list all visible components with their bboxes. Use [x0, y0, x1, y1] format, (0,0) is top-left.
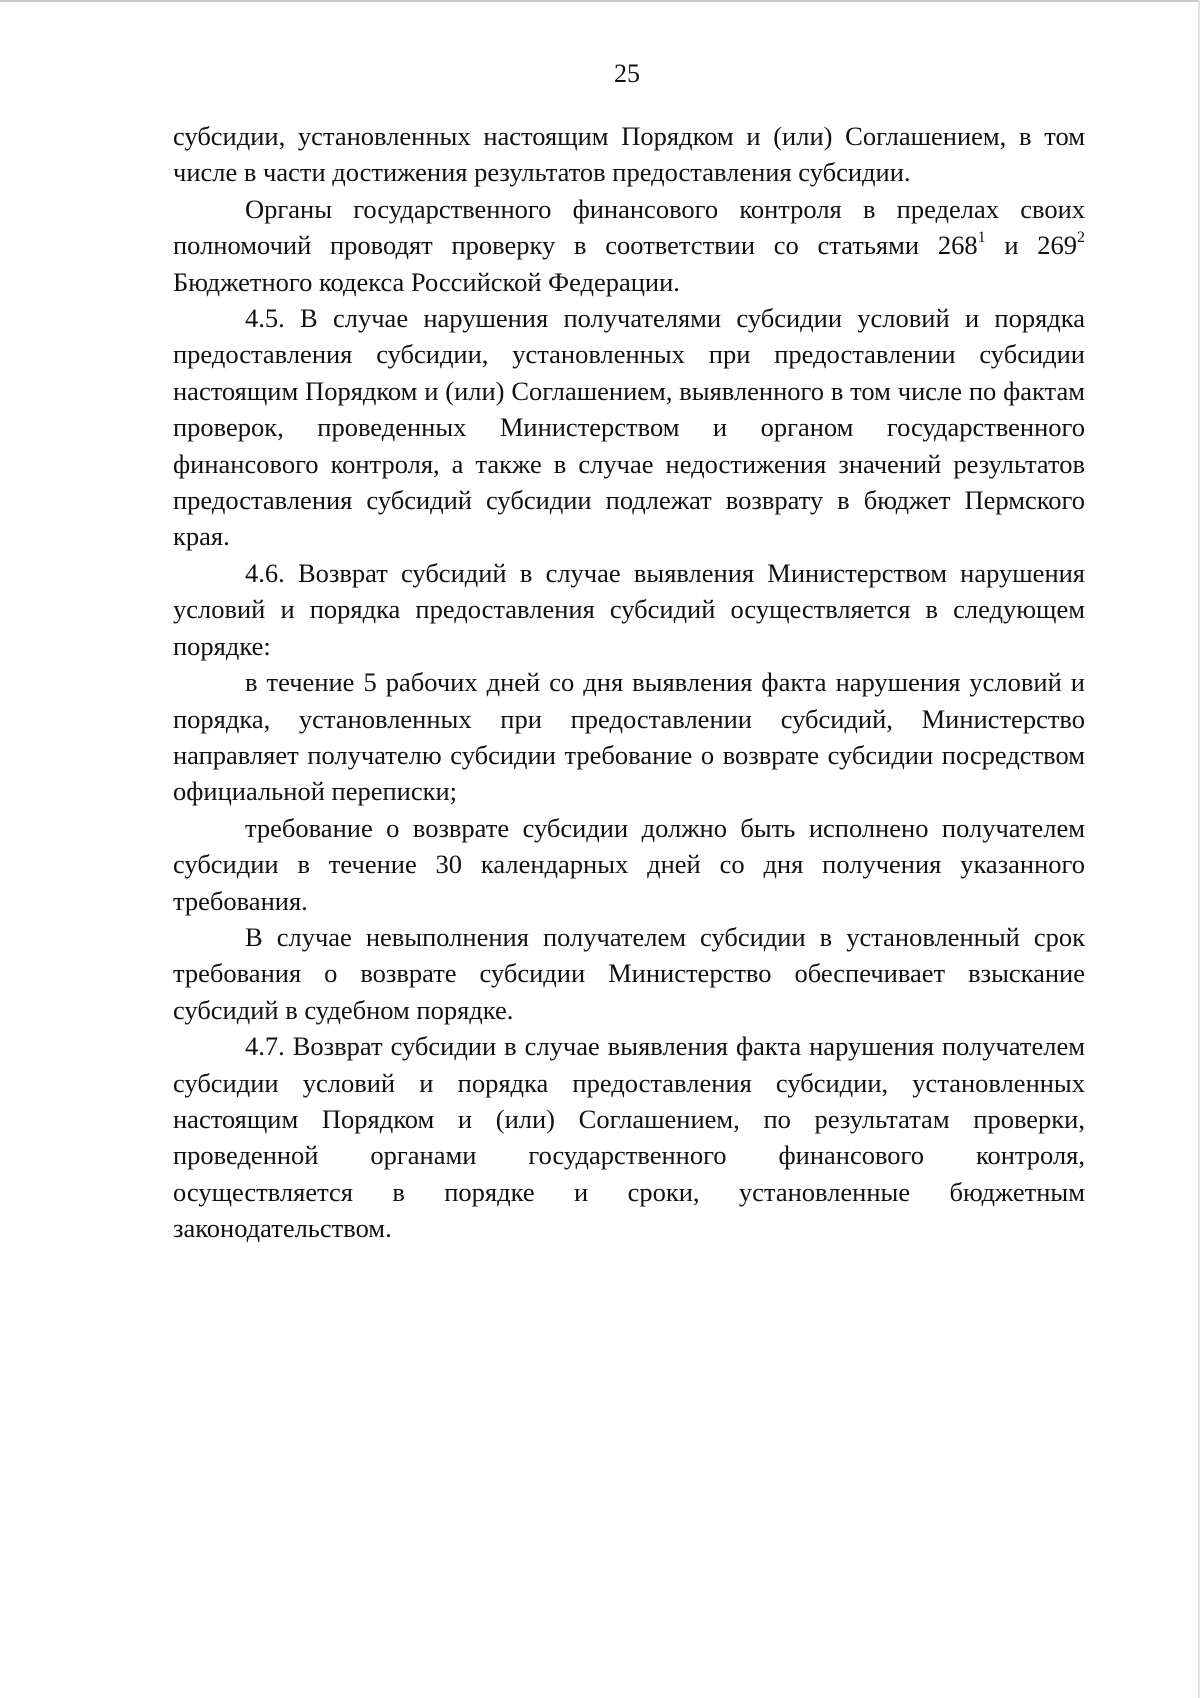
document-body [173, 118, 1085, 1247]
paragraph-4-6: 4.6. Возврат субсидий в случае выявления Министерством нарушения условий и порядка предоставления субсидий осуществляется в следующем порядке: [173, 557, 1085, 661]
paragraph-financial-control-mid: и 269 [985, 230, 1077, 261]
paragraph-4-6-step-2: требование о возврате субсидии должно быть исполнено получателем субсидии в течение 30 календарных дней со дня получения указанного требования. [173, 812, 1085, 916]
paragraph-4-5: 4.5. В случае нарушения получателями субсидии условий и порядка предоставления субсидии, установленных при предоставлении субсидии настоящим Порядком и (или) Соглашением, выявленного в том числе по фактам проверок, проведенных Министерством и органом государственного финансового контроля, а также в случае недостижения значений результатов предоставления субсидий субсидии подлежат возврату в бюджет Пермского края. [173, 303, 1085, 552]
paragraph-financial-control-text: Органы государственного финансового контроля в пределах своих полномочий проводят проверку в соответствии со статьями 268 [173, 193, 1085, 261]
paragraph-4-7: 4.7. Возврат субсидии в случае выявления факта нарушения получателем субсидии условий и порядка предоставления субсидии, установленных настоящим Порядком и (или) Соглашением, по результатам проверки, проведенной органами государственного финансового контроля, осуществляется в порядке и сроки, установленные бюджетным законодательством. [173, 1031, 1085, 1244]
article-268-superscript: 1 [977, 229, 986, 247]
paragraph-continuation: субсидии, установленных настоящим Порядком и (или) Соглашением, в том числе в части достижения результатов предоставления субсидии. [173, 121, 1085, 188]
scan-top-edge [0, 0, 1200, 2]
paragraph-4-6-step-1: в течение 5 рабочих дней со дня выявления факта нарушения условий и порядка, установленных при предоставлении субсидий, Министерство направляет получателю субсидии требование о возврате субсидии посредством официальной переписки; [173, 667, 1085, 807]
page-number: 25 [614, 59, 640, 88]
paragraph-4-6-enforcement: В случае невыполнения получателем субсидии в установленный срок требования о возврате субсидии Министерство обеспечивает взыскание субсидий в судебном порядке. [173, 921, 1085, 1025]
paragraph-financial-control-end: Бюджетного кодекса Российской Федерации. [173, 266, 680, 297]
paragraph-financial-control [173, 191, 1085, 300]
article-269-superscript: 2 [1077, 229, 1085, 247]
